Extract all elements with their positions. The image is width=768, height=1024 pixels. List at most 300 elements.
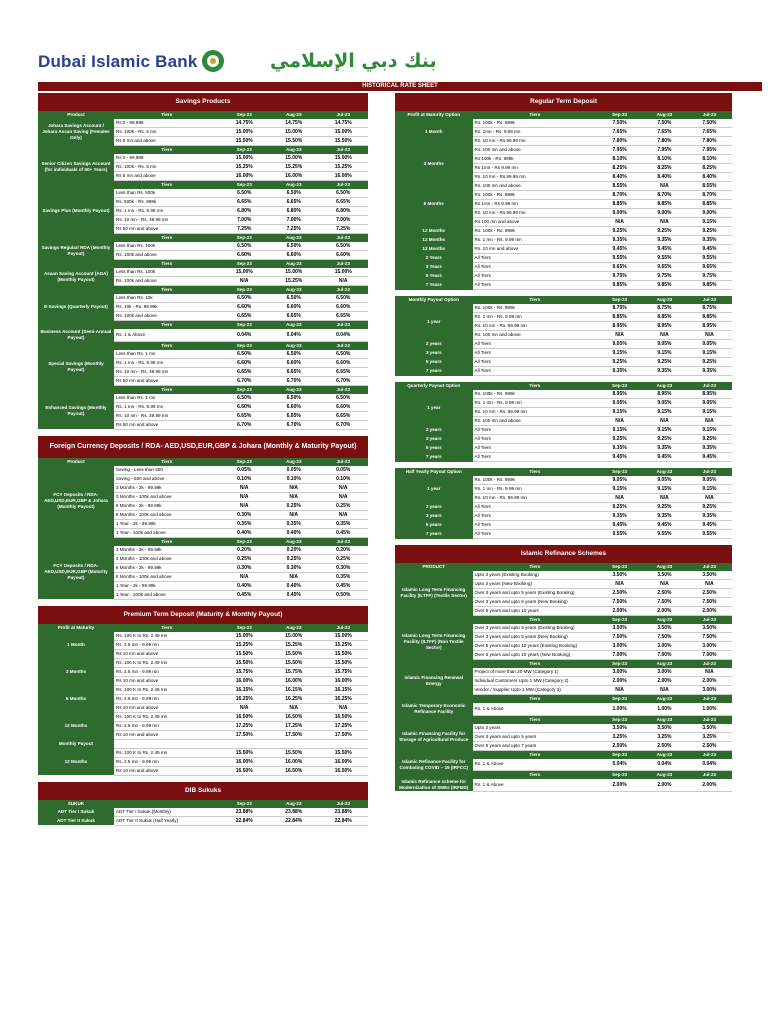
tier-cell: All Tiers — [473, 272, 598, 281]
bank-name-ar: بنك دبي الإسلامي — [270, 50, 437, 72]
rate-cell: 0.04% — [642, 759, 687, 771]
rate-cell: 15.50% — [269, 748, 319, 757]
tier-cell: 3 Months - 100k and above — [114, 492, 220, 501]
tier-subheader-row — [395, 616, 732, 625]
tier-cell: Rs. 10 mn - Rs.99.99 mn — [473, 173, 598, 182]
rate-cell: 15.00% — [318, 268, 368, 277]
rate-cell: 6.60% — [219, 402, 269, 411]
rate-cell: 9.25% — [687, 435, 732, 444]
table-row — [38, 466, 368, 475]
rate-cell: N/A — [219, 492, 269, 501]
rate-cell: 6.50% — [318, 294, 368, 303]
rate-cell: 15.25% — [219, 640, 269, 649]
tier-cell: Rs 10 mn and above — [114, 766, 220, 775]
rate-cell: 15.00% — [318, 632, 368, 641]
tier-subheader-row — [38, 286, 368, 295]
table-row — [395, 272, 732, 281]
rate-cell: 0.30% — [219, 563, 269, 572]
rate-cell: 15.25% — [318, 640, 368, 649]
tier-cell: 3 Months - 2k - 99.99k — [114, 546, 220, 555]
rate-cell: 9.25% — [687, 358, 732, 367]
tier-cell: Rs. 2.5 mn - 9.99 mn — [114, 640, 220, 649]
rate-cell: 9.25% — [642, 358, 687, 367]
rate-cell: 9.45% — [687, 521, 732, 530]
product-name: 12 Months — [38, 748, 114, 775]
rate-cell: 3.50% — [597, 571, 642, 580]
tier-subheader-row — [395, 715, 732, 724]
column-header: Jul-23 — [687, 563, 732, 571]
table-row — [38, 712, 368, 721]
rtd-quarterly-table — [395, 382, 732, 462]
tier-cell: 3 Months - 2k - 99.99k — [114, 483, 220, 492]
table-row — [38, 268, 368, 277]
table-row — [395, 503, 732, 512]
tier-cell: Less than Rs. 100k — [114, 268, 220, 277]
rate-cell: 9.45% — [687, 453, 732, 462]
rate-cell: 15.00% — [269, 128, 319, 137]
rate-cell: 0.35% — [318, 519, 368, 528]
rate-cell: 6.65% — [269, 312, 319, 321]
rate-cell: 6.60% — [269, 303, 319, 312]
rate-cell: N/A — [642, 182, 687, 191]
tier-cell: Rs. 100 K to Rs. 2.49 mn — [114, 632, 220, 641]
table-header-row — [395, 111, 732, 119]
rate-cell: 2.50% — [597, 741, 642, 750]
product-name: 3 Years — [395, 263, 473, 272]
tier-cell: Rs. 10 mn - Rs. 99.99 mn — [473, 408, 598, 417]
rate-cell: 0.05% — [219, 466, 269, 475]
product-name: 7 Years — [395, 281, 473, 290]
column-header: Sep-23 — [219, 260, 269, 269]
rate-cell: 15.00% — [219, 154, 269, 163]
rate-cell: N/A — [642, 218, 687, 227]
column-header: Jul-23 — [318, 624, 368, 632]
column-header: Sep-23 — [219, 181, 269, 190]
tier-cell: 6 Months - 2k - 99.99k — [114, 501, 220, 510]
rate-cell: 0.10% — [318, 474, 368, 483]
column-header: Sep-23 — [219, 234, 269, 243]
table-row — [395, 254, 732, 263]
rate-cell: 7.50% — [597, 598, 642, 607]
rate-cell: 9.05% — [642, 399, 687, 408]
rate-cell: 7.65% — [642, 128, 687, 137]
product-name: 1 Month — [38, 632, 114, 659]
rate-cell: 9.25% — [642, 227, 687, 236]
sukuk-name: ADT Tier I Sukuk — [38, 808, 114, 817]
rate-cell: 9.65% — [597, 263, 642, 272]
tier-cell: Rs. 2.5 mn - 9.99 mn — [114, 757, 220, 766]
tier-subheader-row — [38, 537, 368, 546]
rate-cell: 6.65% — [269, 367, 319, 376]
rate-cell: 16.15% — [219, 685, 269, 694]
rate-cell: 8.10% — [687, 155, 732, 164]
product-name: Islamic Refinance Facility for Combating COVID – 19 (IRFCC) — [395, 759, 473, 771]
rate-cell: 6.80% — [219, 207, 269, 216]
tier-cell: 6 Months - 2k - 99.99k — [114, 563, 220, 572]
tier-cell: Rs. 2.5 mn - 9.99 mn — [114, 694, 220, 703]
rate-cell: 9.05% — [642, 476, 687, 485]
rate-cell: 16.00% — [219, 172, 269, 181]
column-header: SUKUK — [38, 800, 114, 808]
tier-cell: Rs 5 mn and above — [114, 172, 220, 181]
rate-cell: 16.50% — [219, 712, 269, 721]
rate-cell: 2.00% — [642, 607, 687, 616]
rate-cell: N/A — [642, 417, 687, 426]
tier-subheader-row — [38, 321, 368, 330]
rate-cell: 14.75% — [219, 119, 269, 128]
column-header: Jul-23 — [687, 382, 732, 390]
rate-cell: 15.00% — [219, 128, 269, 137]
rate-cell: 8.25% — [597, 164, 642, 173]
table-row — [395, 245, 732, 254]
rate-cell: N/A — [642, 686, 687, 695]
tier-cell: Rs. 100k - Rs. 5 mn — [114, 128, 220, 137]
rate-cell: 17.25% — [269, 721, 319, 730]
rate-cell: 9.15% — [687, 426, 732, 435]
column-header: Jul-23 — [318, 458, 368, 466]
table-row — [395, 444, 732, 453]
column-header: Sep-23 — [219, 321, 269, 330]
tier-cell: Rs. 10 mn - Rs.99.99 mn — [473, 137, 598, 146]
tier-cell: 1 Year - 100k and above — [114, 528, 220, 537]
product-name: 2 years — [395, 426, 473, 435]
product-name: 1 year — [395, 476, 473, 503]
rate-cell: 9.00% — [687, 209, 732, 218]
rate-cell: 9.25% — [597, 227, 642, 236]
tier-cell: Over 3 years and upto 5 years — [473, 732, 598, 741]
rate-cell: 0.05% — [318, 466, 368, 475]
rate-cell: 15.50% — [318, 748, 368, 757]
blank-cell — [38, 385, 114, 394]
rate-cell: N/A — [642, 580, 687, 589]
rate-cell: 6.60% — [219, 358, 269, 367]
table-row — [395, 779, 732, 791]
rate-cell: 9.15% — [687, 349, 732, 358]
rate-cell: 0.40% — [269, 581, 319, 590]
table-row — [38, 329, 368, 341]
product-name: 3 years — [395, 435, 473, 444]
tier-cell: Rs 50 mn and above — [114, 420, 220, 429]
table-row — [38, 658, 368, 667]
rate-cell: 15.50% — [219, 649, 269, 658]
rate-cell: 15.50% — [219, 748, 269, 757]
rate-cell: 9.05% — [642, 340, 687, 349]
table-row — [395, 759, 732, 771]
rate-cell: 2.00% — [597, 607, 642, 616]
product-name: 5 Years — [395, 272, 473, 281]
tier-cell: Less than Rs. 100k — [114, 242, 220, 251]
rate-cell: 7.00% — [597, 651, 642, 660]
tier-cell: Rs. 10 mn - Rs. 99.99 mn — [473, 322, 598, 331]
rate-cell: 0.20% — [269, 546, 319, 555]
rate-cell: 6.65% — [318, 198, 368, 207]
rate-cell: 9.35% — [597, 512, 642, 521]
rate-cell: 2.00% — [687, 677, 732, 686]
table-row — [395, 304, 732, 313]
table-row — [395, 512, 732, 521]
rate-cell: 0.30% — [219, 510, 269, 519]
table-row — [38, 242, 368, 251]
column-header: Aug-23 — [642, 695, 687, 704]
rate-cell: 9.15% — [642, 408, 687, 417]
tier-cell: Rs. 100k and above — [114, 312, 220, 321]
rate-cell: 9.15% — [597, 408, 642, 417]
rate-cell: 0.25% — [318, 501, 368, 510]
column-header: Aug-23 — [269, 181, 319, 190]
tier-cell: Less than Rs. 1 mn — [114, 350, 220, 359]
rate-cell: 6.65% — [219, 367, 269, 376]
tier-cell: Rs. 1 & Above — [473, 779, 598, 791]
tier-cell: All Tiers — [473, 453, 598, 462]
rate-cell: 8.85% — [642, 313, 687, 322]
sheet-title: HISTORICAL RATE SHEET — [38, 82, 762, 91]
product-name: Asaan Saving Account (ADA) (Monthly Payout) — [38, 268, 114, 286]
tier-cell: Rs 10 mn and above — [114, 703, 220, 712]
rate-cell: 0.25% — [269, 501, 319, 510]
rate-cell: 0.10% — [219, 474, 269, 483]
savings-title: Savings Products — [38, 93, 368, 111]
product-name: Business Account (Semi-Annual Payout) — [38, 329, 114, 341]
rate-cell: 16.25% — [269, 694, 319, 703]
rate-cell: 15.75% — [318, 667, 368, 676]
sukuk-name: ADT Tier II Sukuk — [38, 816, 114, 825]
rate-cell: 0.04% — [687, 759, 732, 771]
column-header: Sep-23 — [597, 468, 642, 476]
tier-subheader-row — [395, 750, 732, 759]
rate-cell: 7.50% — [687, 633, 732, 642]
tier-cell: Over 3 years and upto 5 years (Existing Booking) — [473, 624, 598, 633]
rate-cell: 2.00% — [642, 677, 687, 686]
product-name: Islamic Long Term Financing Facility (ILTFF) (Textile Sector) — [395, 571, 473, 616]
rate-cell: N/A — [318, 703, 368, 712]
rate-cell: 0.05% — [269, 466, 319, 475]
rate-cell: 15.75% — [219, 667, 269, 676]
rate-cell: 15.00% — [269, 632, 319, 641]
rate-cell: 3.25% — [597, 732, 642, 741]
column-header: Sep-23 — [597, 111, 642, 119]
column-header: Sep-23 — [219, 286, 269, 295]
rate-cell: 9.15% — [687, 408, 732, 417]
tier-cell: Vendor / Supplier Upto 1 MW (Category 3) — [473, 686, 598, 695]
tier-cell: Less than Rs. 10k — [114, 294, 220, 303]
tier-subheader-row — [395, 771, 732, 780]
blank-cell — [395, 771, 473, 780]
rate-cell: 6.60% — [219, 251, 269, 260]
product-name: Enhanced Savings (Monthly Payout) — [38, 394, 114, 430]
column-header: Tiers — [114, 111, 220, 119]
column-header: Aug-23 — [642, 111, 687, 119]
tier-subheader-row — [395, 695, 732, 704]
product-name: 3 years — [395, 349, 473, 358]
table-row — [38, 119, 368, 128]
table-header-row — [395, 382, 732, 390]
product-name: FCY Deposits / RDA-AED,USD,EUR,GBP & Johara (Monthly Payout) — [38, 466, 114, 538]
rate-cell: 0.04% — [219, 329, 269, 341]
column-header: Jul-23 — [318, 341, 368, 350]
rate-cell: 9.15% — [642, 426, 687, 435]
table-row — [38, 294, 368, 303]
table-row — [395, 281, 732, 290]
tier-cell: Rs. 1 mn - Rs. 9.99 mn — [473, 399, 598, 408]
column-header: Jul-23 — [318, 385, 368, 394]
tier-cell: Rs 100 mn and above — [473, 218, 598, 227]
tier-cell: All Tiers — [473, 444, 598, 453]
column-header: Tiers — [473, 695, 598, 704]
tier-subheader-row — [38, 234, 368, 243]
rate-cell: 6.60% — [269, 402, 319, 411]
rate-cell: 9.15% — [597, 349, 642, 358]
rate-cell: 9.35% — [642, 512, 687, 521]
column-header: Aug-23 — [642, 715, 687, 724]
bank-name-en: Dubai Islamic Bank — [38, 52, 198, 71]
column-header: Aug-23 — [642, 771, 687, 780]
rate-cell: 6.65% — [318, 312, 368, 321]
rate-cell: 22.84% — [219, 816, 269, 825]
tier-cell: Rs 10 mn and above — [114, 730, 220, 739]
rate-cell: 2.00% — [642, 779, 687, 791]
column-header: Aug-23 — [642, 296, 687, 304]
rate-cell: N/A — [269, 572, 319, 581]
product-name: Savings Plus (Monthly Payout) — [38, 189, 114, 234]
rate-cell: 0.25% — [318, 554, 368, 563]
rate-cell: 8.40% — [597, 173, 642, 182]
column-header: Jul-23 — [318, 111, 368, 119]
table-row — [395, 146, 732, 155]
rate-cell: 7.50% — [597, 633, 642, 642]
column-header: Sep-23 — [219, 800, 269, 808]
rate-cell: 0.10% — [269, 474, 319, 483]
tier-cell: Rs. 100 mn and above — [473, 182, 598, 191]
tier-cell: Rs. 1mn - Rs. 9.99 mn — [473, 128, 598, 137]
tier-cell: Rs. 1 mn - Rs. 9.99 mn — [473, 236, 598, 245]
rate-cell: 9.45% — [642, 245, 687, 254]
rate-cell: 6.80% — [269, 207, 319, 216]
rate-cell: 6.65% — [219, 198, 269, 207]
tier-cell: Rs. 100k - Rs. 999k — [473, 227, 598, 236]
rate-cell: 15.50% — [269, 649, 319, 658]
rate-cell: 7.80% — [642, 137, 687, 146]
rate-cell: 7.00% — [687, 651, 732, 660]
tier-subheader-row — [38, 146, 368, 155]
refinance-title: Islamic Refinance Schemes — [395, 545, 732, 563]
column-header: Aug-23 — [642, 660, 687, 669]
rate-cell: 2.50% — [687, 589, 732, 598]
tier-cell: Saving - Less than 500 — [114, 466, 220, 475]
column-header: Tiers — [114, 458, 220, 466]
tier-cell: Rs. 1 mn - Rs. 9.99 mn — [473, 485, 598, 494]
table-row — [395, 521, 732, 530]
rate-cell: 8.70% — [597, 191, 642, 200]
tier-cell: Over 5 years and upto 10 years (New Booking) — [473, 651, 598, 660]
tier-cell: All Tiers — [473, 263, 598, 272]
rate-cell: 8.40% — [687, 173, 732, 182]
rate-cell: 9.55% — [687, 530, 732, 539]
rate-cell: 8.85% — [597, 200, 642, 209]
blank-cell — [38, 181, 114, 190]
column-header: Jul-23 — [687, 715, 732, 724]
column-header: Jul-23 — [687, 695, 732, 704]
rate-cell: 0.45% — [219, 590, 269, 599]
rate-cell — [318, 739, 368, 748]
rate-cell: 15.25% — [318, 163, 368, 172]
product-name: 2 years — [395, 503, 473, 512]
rate-cell: 8.55% — [687, 182, 732, 191]
rate-cell: 17.25% — [318, 721, 368, 730]
tier-cell: Rs. 100 mn and above — [473, 146, 598, 155]
product-name: Monthly Payout — [38, 739, 114, 748]
rate-cell: 9.15% — [642, 485, 687, 494]
rate-cell: 17.25% — [219, 721, 269, 730]
rate-cell: 6.65% — [318, 367, 368, 376]
left-column — [38, 93, 368, 826]
rate-cell: 3.00% — [687, 642, 732, 651]
rate-cell: 0.04% — [597, 759, 642, 771]
tier-cell: Rs. 10 mn and above — [473, 245, 598, 254]
tier-cell: Rs. 10k - Rs. 99.99k — [114, 303, 220, 312]
rate-cell: 6.70% — [269, 420, 319, 429]
product-name: 3 Months — [38, 658, 114, 685]
tier-cell: Rs. 100k - Rs. 999k — [473, 476, 598, 485]
rate-cell: 15.00% — [318, 128, 368, 137]
table-row — [395, 390, 732, 399]
rate-cell: 3.50% — [597, 624, 642, 633]
rate-cell: 0.35% — [219, 519, 269, 528]
column-header: Jul-23 — [318, 146, 368, 155]
tier-cell: Rs. 100k - Rs. 999k — [473, 304, 598, 313]
table-header-row — [395, 468, 732, 476]
column-header: Sep-23 — [219, 458, 269, 466]
rate-cell: 0.50% — [318, 590, 368, 599]
rate-cell: 0.35% — [269, 519, 319, 528]
tier-cell: Rs. 10 mn - Rs. 49.99 mn — [114, 411, 220, 420]
product-name: 1 Month — [395, 119, 473, 146]
column-header: Jul-23 — [318, 181, 368, 190]
rate-cell: 8.25% — [687, 164, 732, 173]
rate-cell: 15.50% — [219, 658, 269, 667]
column-header: Profit at Maturity — [38, 624, 114, 632]
rate-cell: 9.35% — [687, 444, 732, 453]
rate-cell: N/A — [597, 494, 642, 503]
rate-cell: 16.00% — [318, 676, 368, 685]
rate-cell: 6.50% — [269, 294, 319, 303]
rate-cell: 15.50% — [269, 137, 319, 146]
rate-cell: 6.50% — [269, 394, 319, 403]
column-header: Tiers — [473, 382, 598, 390]
tier-cell: 1 Year - 2k - 99.99k — [114, 519, 220, 528]
tier-cell: Rs. 10 mn - Rs. 99.99 mn — [473, 494, 598, 503]
column-header: Sep-23 — [597, 616, 642, 625]
tier-cell: Rs. 100 K to Rs. 2.49 mn — [114, 685, 220, 694]
rate-cell: 2.50% — [597, 589, 642, 598]
rate-cell: 2.00% — [597, 779, 642, 791]
product-name: 12 Months — [395, 236, 473, 245]
rate-cell: 17.50% — [318, 730, 368, 739]
table-row — [38, 189, 368, 198]
tier-cell: 3 Months - 100k and above — [114, 554, 220, 563]
rate-cell: 7.95% — [642, 146, 687, 155]
tier-cell: All Tiers — [473, 281, 598, 290]
tier-cell: Rs. 1 mn - Rs. 9.99 mn — [473, 313, 598, 322]
table-row — [395, 236, 732, 245]
tier-cell: Rs 0 - 99,999 — [114, 154, 220, 163]
rate-cell: 9.25% — [687, 503, 732, 512]
rate-cell: 2.50% — [642, 589, 687, 598]
ptd-table — [38, 624, 368, 776]
rate-cell: 15.50% — [269, 658, 319, 667]
rate-cell: 8.95% — [642, 322, 687, 331]
rate-cell: 7.95% — [687, 146, 732, 155]
product-name: 3 years — [395, 512, 473, 521]
